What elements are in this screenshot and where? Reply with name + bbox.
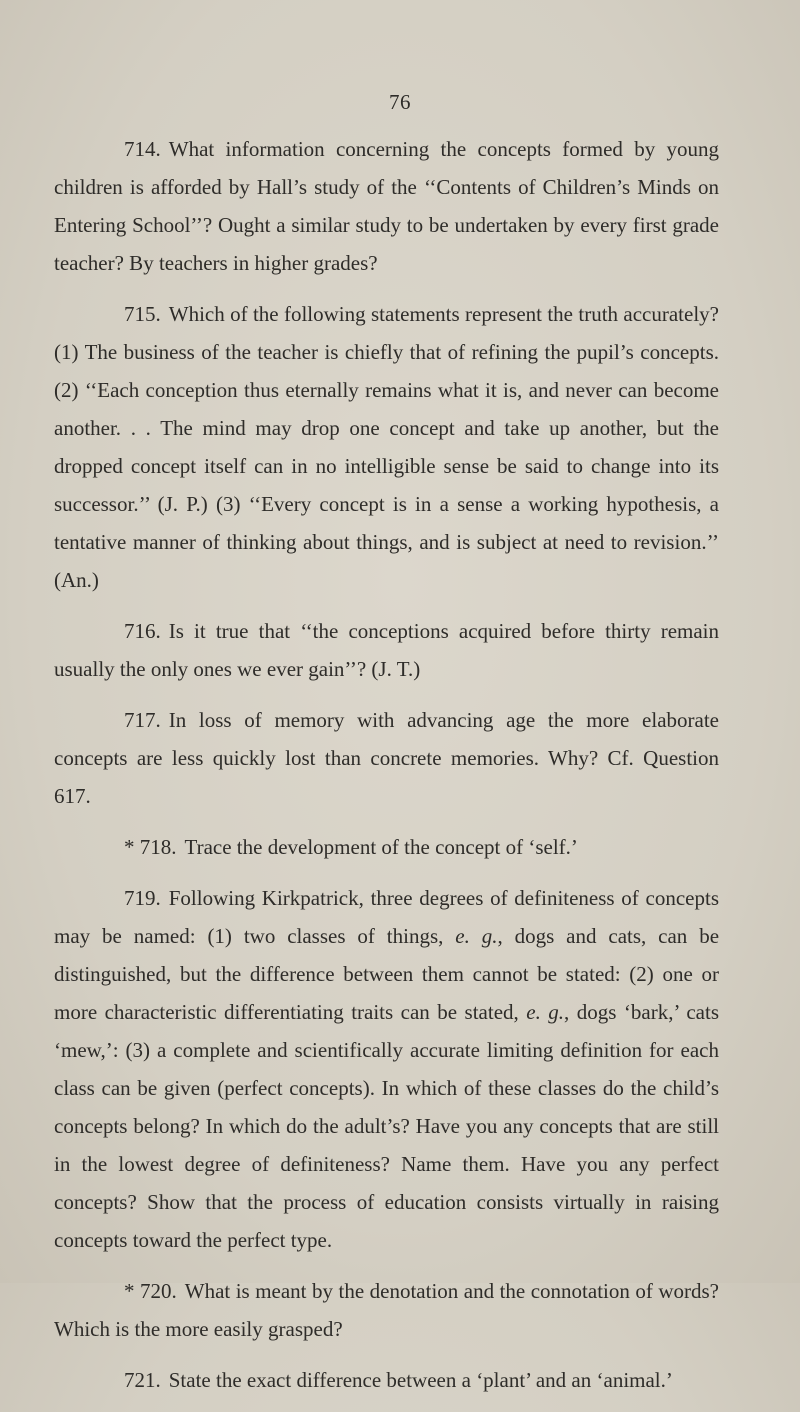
question-text-part: Following Kirkpatrick, three degrees of definiteness of concepts may be named: (1) two classes of things, bbox=[54, 886, 719, 948]
question-text: What is meant by the denotation and the connotation of words? Which is the more easily grasped? bbox=[54, 1279, 719, 1341]
question-text: In loss of memory with advancing age the more elaborate concepts are less quickly lost than concrete memories. Why? Cf. Question 617. bbox=[54, 708, 719, 808]
question-number: 719. bbox=[124, 886, 161, 910]
abbreviation-eg: e. g. bbox=[455, 924, 498, 948]
abbreviation-eg: e. g. bbox=[526, 1000, 565, 1024]
question-721 bbox=[54, 1361, 719, 1399]
question-number: * 720. bbox=[124, 1279, 177, 1303]
questions-body bbox=[54, 130, 719, 1412]
question-number: 721. bbox=[124, 1368, 161, 1392]
question-716 bbox=[54, 612, 719, 688]
question-text: State the exact difference between a ‘plant’ and an ‘animal.’ bbox=[168, 1368, 673, 1392]
page-number: 76 bbox=[389, 90, 411, 114]
question-text: What information concerning the concepts formed by young children is afforded by Hall’s study of the ‘‘Contents of Children’s Minds on Entering School’’? Ought a similar study to be undertaken by every first grade teacher? By teachers in higher grades? bbox=[54, 137, 719, 275]
question-718 bbox=[54, 828, 719, 866]
question-text: Trace the development of the concept of ‘self.’ bbox=[184, 835, 578, 859]
question-text: Is it true that ‘‘the conceptions acquired before thirty remain usually the only ones we ever gain’’? (J. T.) bbox=[54, 619, 719, 681]
question-717 bbox=[54, 701, 719, 815]
question-text-part: , dogs and cats, can be distinguished, but the difference between them cannot be stated: (2) one or more characteristic differentiating traits can be stated, bbox=[54, 924, 720, 1024]
question-714 bbox=[54, 130, 719, 282]
question-number: * 718. bbox=[124, 835, 177, 859]
question-720 bbox=[54, 1272, 719, 1348]
question-text: Which of the following statements represent the truth accurately? (1) The business of the teacher is chiefly that of refining the pupil’s concepts. (2) ‘‘Each conception thus eternally remains what it is, and never can become another. . . The mind may drop one concept and take up another, but the dropped concept itself can in no intelligible sense be said to change into its successor.’’ (J. P.) (3) ‘‘Every concept is in a sense a working hypothesis, a tentative manner of thinking about things, and is subject at need to revision.’’ (An.) bbox=[54, 302, 719, 592]
question-number: 714. bbox=[124, 137, 161, 161]
question-number: 717. bbox=[124, 708, 161, 732]
question-text-part: , dogs ‘bark,’ cats ‘mew,’: (3) a complete and scientifically accurate limiting definition for each class can be given (perfect concepts). In which of these classes do the child’s concepts belong? In which do the adult’s? Have you any concepts that are still in the lowest degree of definiteness? Name them. Have you any perfect concepts? Show that the process of education consists virtually in raising concepts toward the perfect type. bbox=[54, 1000, 720, 1252]
question-715 bbox=[54, 295, 719, 599]
question-number: 716. bbox=[124, 619, 161, 643]
question-number: 715. bbox=[124, 302, 161, 326]
question-719 bbox=[54, 879, 719, 1259]
